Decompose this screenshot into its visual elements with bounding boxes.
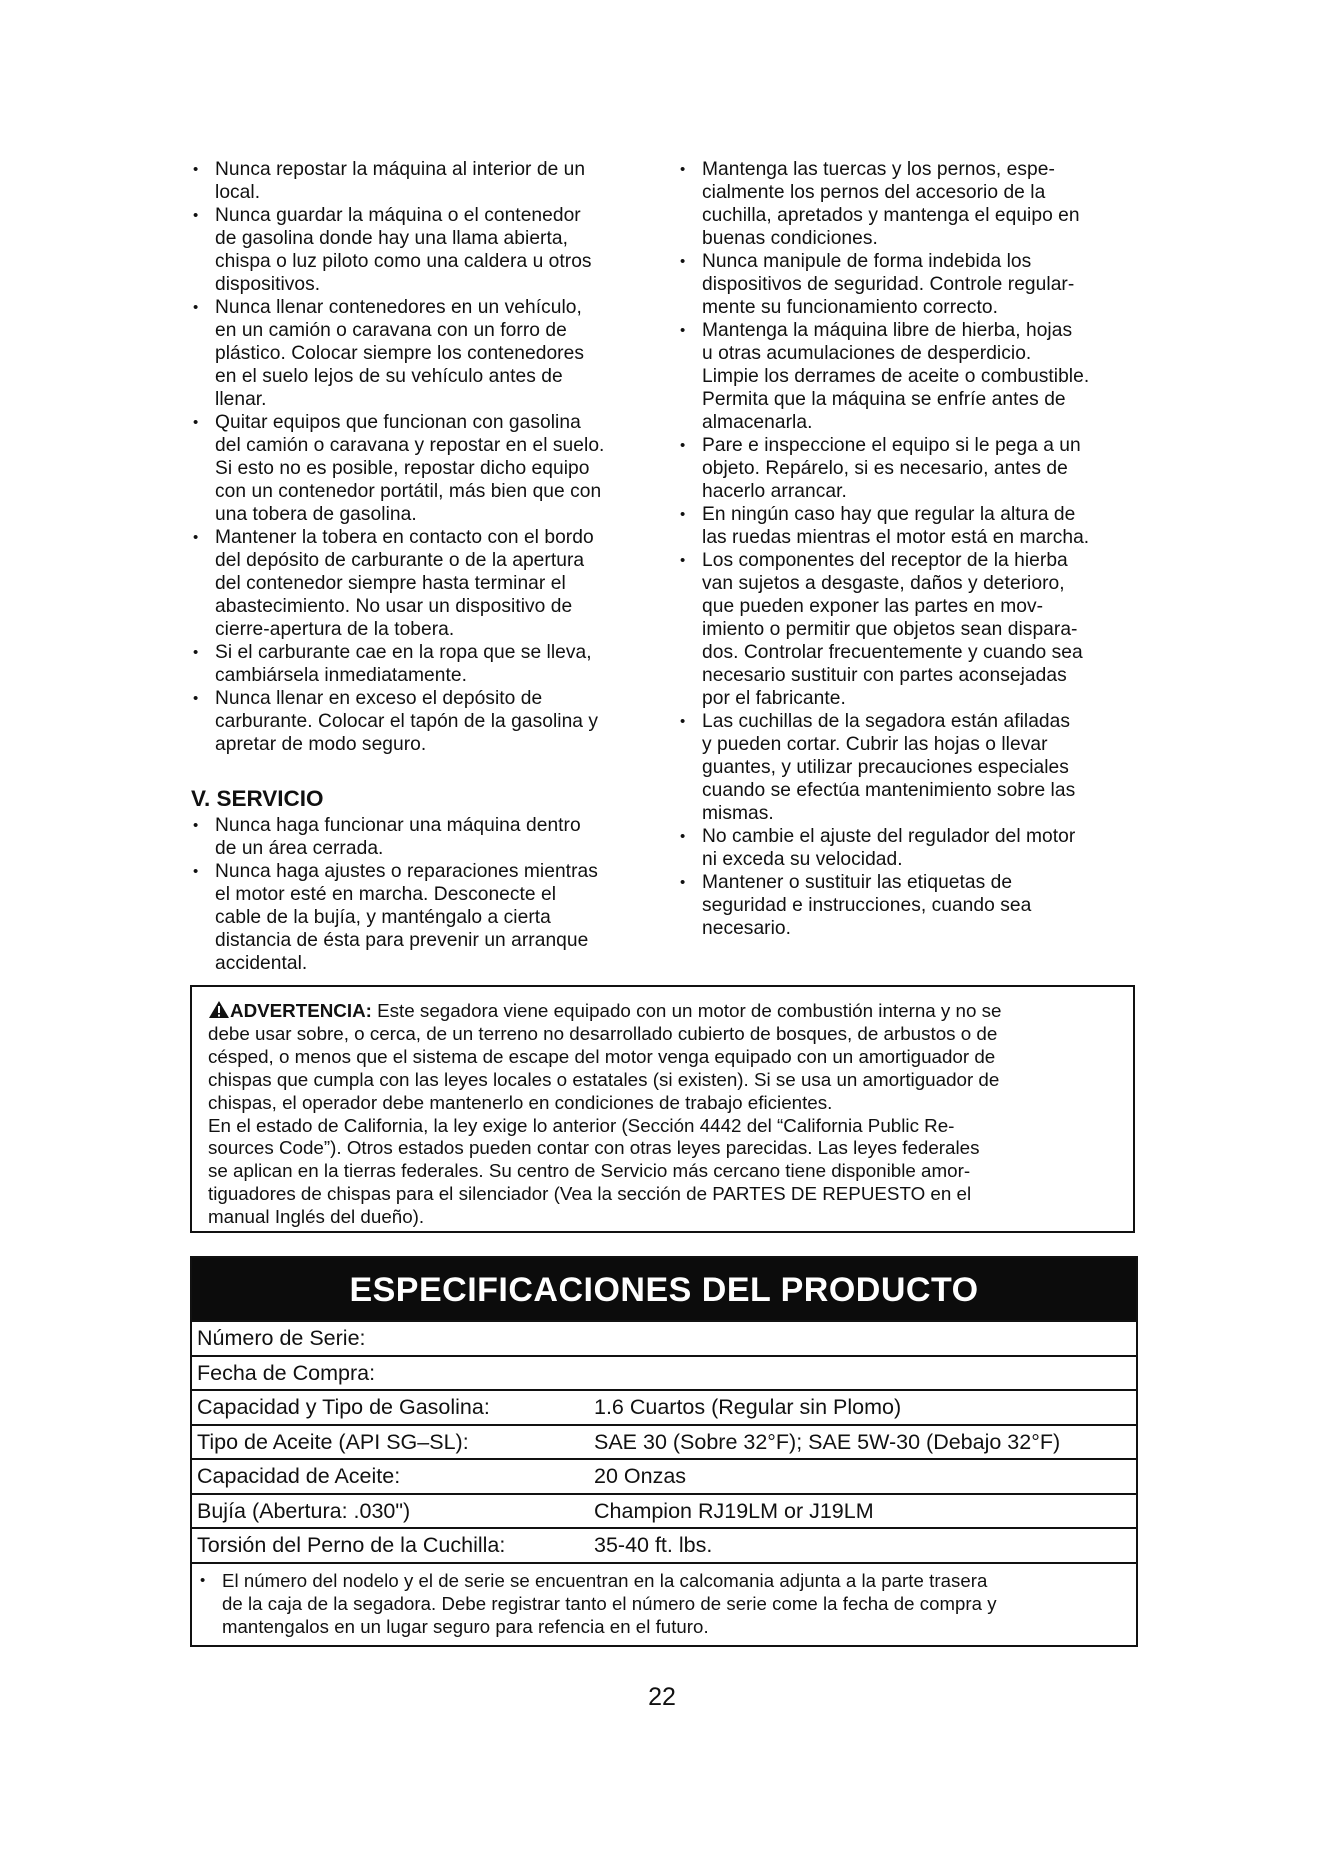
list-item: • Nunca llenar contenedores en un vehículo, en un camión o caravana con un forro de plástico. Colocar siempre los contenedores en el suelo lejos de su vehículo antes de llenar. [191, 296, 651, 411]
spec-label: Torsión del Perno de la Cuchilla: [197, 1533, 506, 1557]
maintenance-safety-list [678, 158, 1148, 940]
spec-value: 1.6 Cuartos (Regular sin Plomo) [594, 1395, 902, 1419]
warning-label: ADVERTENCIA: [230, 1000, 372, 1021]
spec-label: Bujía (Abertura: .030") [197, 1498, 411, 1523]
section-heading-servicio: V. SERVICIO [191, 786, 324, 811]
warning-text: Este segadora viene equipado con un motor de combustión interna y no se debe usar sobre, o cerca, de un terreno no desarrollado cubierto de bosques, de arbustos o de césped, o menos que el sistema de escape del motor venga equipado con un amortiguador de chispas que cumpla con las leyes locales o estatales (si existen). Si se usa un amortiguador de chispas, el operador debe mantenerlo en condiciones de trabajo eficientes. [208, 1000, 1002, 1113]
list-item: • Si el carburante cae en la ropa que se lleva, cambiársela inmediatamente. [191, 641, 651, 687]
spec-value: Champion RJ19LM or J19LM [594, 1498, 874, 1523]
specs-title: ESPECIFICACIONES DEL PRODUCTO [192, 1258, 1136, 1320]
left-column [191, 158, 651, 975]
page-number: 22 [648, 1683, 676, 1711]
spec-value: 35-40 ft. lbs. [594, 1533, 713, 1557]
table-row [192, 1458, 1136, 1493]
list-item: • Mantenga las tuercas y los pernos, espe- cialmente los pernos del accesorio de la cuchilla, apretados y mantenga el equipo en buenas condiciones. [678, 158, 1148, 250]
spec-value: 20 Onzas [594, 1464, 687, 1488]
list-item: • Nunca haga funcionar una máquina dentro de un área cerrada. [191, 814, 651, 860]
list-item: • En ningún caso hay que regular la altura de las ruedas mientras el motor está en marcha. [678, 503, 1148, 549]
list-item: • Pare e inspeccione el equipo si le pega a un objeto. Repárelo, si es necesario, antes de hacerlo arrancar. [678, 434, 1148, 503]
list-item: • Nunca llenar en exceso el depósito de carburante. Colocar el tapón de la gasolina y apretar de modo seguro. [191, 687, 651, 756]
list-item: • Nunca manipule de forma indebida los dispositivos de seguridad. Controle regular- mente su funcionamiento correcto. [678, 250, 1148, 319]
list-item: • Quitar equipos que funcionan con gasolina del camión o caravana y repostar en el suelo. Si esto no es posible, repostar dicho equipo con un contenedor portátil, más bien que con una tobera de gasolina. [191, 411, 651, 526]
right-column [678, 158, 1148, 940]
warning-box [190, 985, 1135, 1233]
spec-value: SAE 30 (Sobre 32°F); SAE 5W-30 (Debajo 32°F) [594, 1429, 1061, 1454]
spec-label: Fecha de Compra: [197, 1360, 376, 1385]
service-safety-list [191, 814, 651, 975]
spec-value [594, 1322, 1136, 1355]
table-row [192, 1493, 1136, 1528]
spec-label: Capacidad de Aceite: [197, 1464, 401, 1488]
spec-label: Capacidad y Tipo de Gasolina: [197, 1395, 490, 1419]
list-item: • Nunca haga ajustes o reparaciones mientras el motor esté en marcha. Desconecte el cable de la bujía, y manténgalo a cierta distancia de ésta para prevenir un arranque accidental. [191, 860, 651, 975]
spec-label: Tipo de Aceite (API SG–SL): [197, 1429, 469, 1454]
list-item: • No cambie el ajuste del regulador del motor ni exceda su velocidad. [678, 825, 1148, 871]
list-item: • Nunca guardar la máquina o el contenedor de gasolina donde hay una llama abierta, chispa o luz piloto como una caldera u otros dispositivos. [191, 204, 651, 296]
list-item: • Nunca repostar la máquina al interior de un local. [191, 158, 651, 204]
warning-paragraph [208, 1000, 1117, 1115]
warning-triangle-icon [208, 1000, 230, 1019]
list-item: • Mantener o sustituir las etiquetas de seguridad e instrucciones, cuando sea necesario. [678, 871, 1148, 940]
list-item: • Las cuchillas de la segadora están afiladas y pueden cortar. Cubrir las hojas o llevar guantes, y utilizar precauciones especiales cuando se efectúa mantenimiento sobre las mismas. [678, 710, 1148, 825]
warning-paragraph-california: En el estado de California, la ley exige lo anterior (Sección 4442 del “California Public Re- sources Code”). Otros estados pueden contar con otras leyes parecidas. Las leyes federales se aplican en la tierras federales. Su centro de Servicio más cercano tiene disponible amor- tiguadores de chispas para el silenciador (Vea la sección de PARTES DE REPUESTO en el manual Inglés del dueño). [208, 1114, 980, 1228]
spec-label: Número de Serie: [197, 1326, 366, 1350]
list-item: • Los componentes del receptor de la hierba van sujetos a desgaste, daños y deterioro, que pueden exponer las partes en mov- imiento o permitir que objetos sean dispara- dos. Controlar frecuentemente y cuando sea necesario sustituir con partes aconsejadas por el fabricante. [678, 549, 1148, 710]
specs-note-list [198, 1569, 1126, 1638]
list-item: • Mantenga la máquina libre de hierba, hojas u otras acumulaciones de desperdicio. Limpie los derrames de aceite o combustible. Permita que la máquina se enfríe antes de almacenarla. [678, 319, 1148, 434]
list-item: • El número del nodelo y el de serie se encuentran en la calcomania adjunta a la parte trasera de la caja de la segadora. Debe registrar tanto el número de serie come la fecha de compra y mantengalos en un lugar seguro para refencia en el futuro. [198, 1569, 1126, 1638]
product-specifications-table [190, 1256, 1138, 1647]
table-row [192, 1527, 1136, 1562]
table-row [192, 1424, 1136, 1459]
table-row [192, 1389, 1136, 1424]
table-row [192, 1355, 1136, 1390]
spec-value [594, 1357, 1136, 1390]
list-item: • Mantener la tobera en contacto con el bordo del depósito de carburante o de la apertura del contenedor siempre hasta terminar el abastecimiento. No usar un dispositivo de cierre-apertura de la tobera. [191, 526, 651, 641]
table-row [192, 1320, 1136, 1355]
specs-note [192, 1562, 1136, 1645]
fueling-safety-list [191, 158, 651, 756]
